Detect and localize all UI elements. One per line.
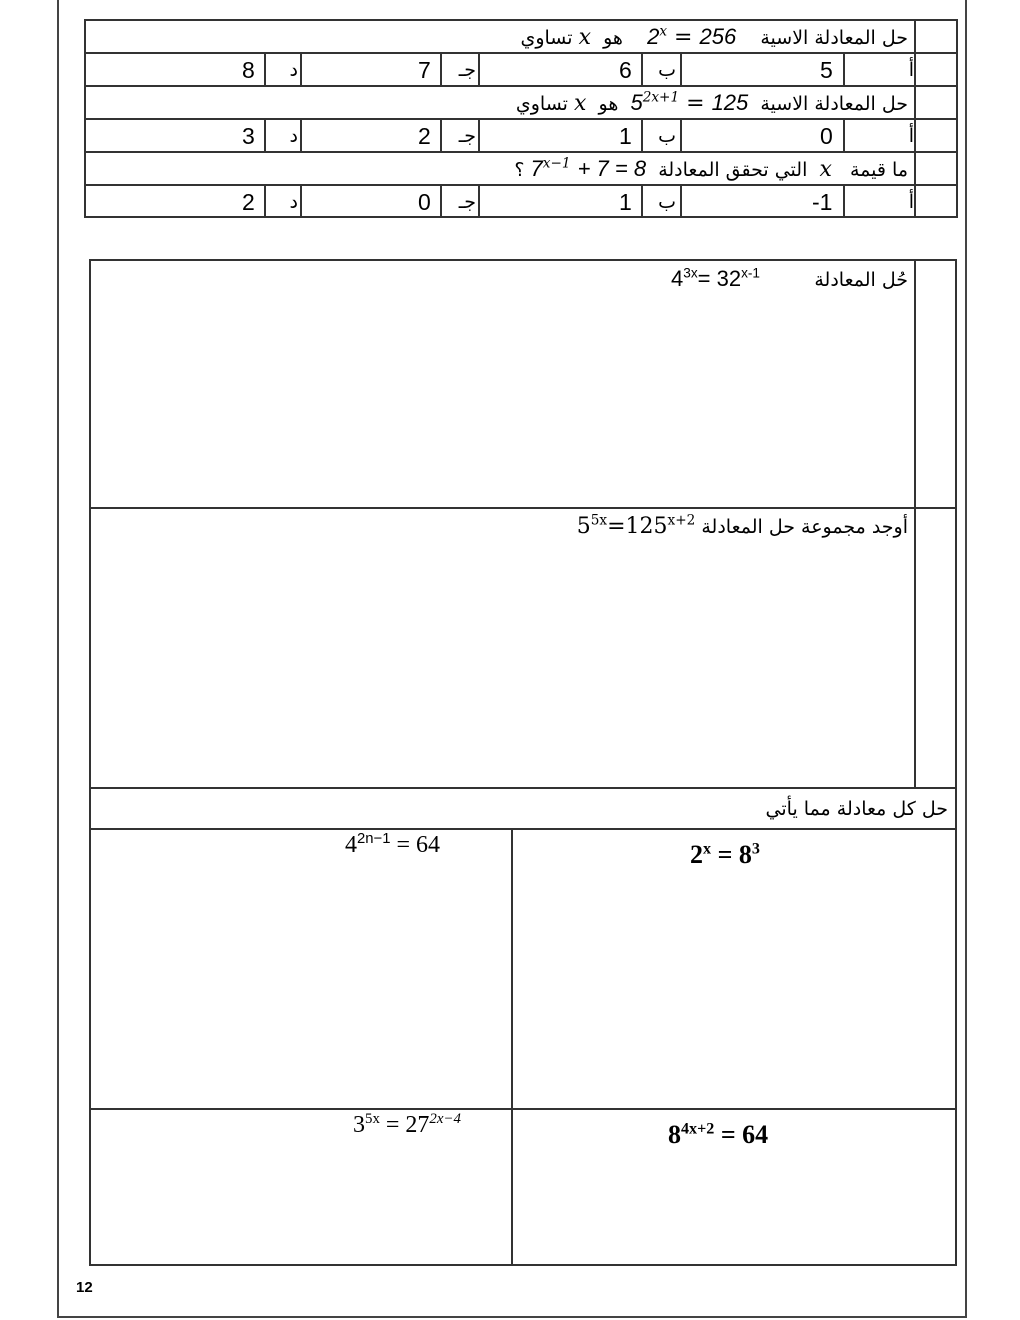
grid-equation-1: $2^x = 8^3$ bbox=[690, 840, 760, 869]
option-value-c: 7 bbox=[418, 56, 431, 83]
grid-heading: حل كل معادلة مما يأتي bbox=[765, 798, 948, 820]
option-value-d: 3 bbox=[242, 122, 255, 149]
grid-equation-2: $4^{2n-1} = 64$ bbox=[345, 831, 441, 858]
open-question-1: حُل المعادلة $4^{3x}= 32^{x-1}$ bbox=[671, 265, 908, 291]
option-label-d: د bbox=[289, 191, 298, 213]
option-value-a: -1 bbox=[812, 188, 833, 215]
option-label-d: د bbox=[289, 59, 298, 81]
option-value-b: 6 bbox=[619, 56, 632, 83]
option-value-d: 8 bbox=[242, 56, 255, 83]
option-label-c: جـ bbox=[458, 59, 476, 81]
option-value-a: 5 bbox=[820, 56, 833, 83]
mcq-question-2: حل المعادلة الاسية $5^{2x+1} = 125$ هو x تساوي bbox=[515, 89, 908, 116]
option-label-b: ب bbox=[658, 191, 676, 213]
page-number: 12 bbox=[76, 1279, 93, 1296]
option-label-a: أ bbox=[908, 59, 914, 81]
option-value-d: 2 bbox=[242, 188, 255, 215]
open-question-2: أوجد مجموعة حل المعادلة $5^{5x}=125^{x+2}$ bbox=[576, 512, 908, 539]
option-label-c: جـ bbox=[458, 191, 476, 213]
grid-equation-3: $8^{4x+2} = 64$ bbox=[668, 1120, 769, 1149]
option-value-a: 0 bbox=[820, 122, 833, 149]
option-value-c: 0 bbox=[418, 188, 431, 215]
option-label-b: ب bbox=[658, 59, 676, 81]
grid-equation-4: $3^{5x} = 27^{2x-4}$ bbox=[353, 1111, 461, 1138]
option-label-a: أ bbox=[908, 125, 914, 147]
option-label-c: جـ bbox=[458, 125, 476, 147]
option-label-d: د bbox=[289, 125, 298, 147]
option-label-a: أ bbox=[908, 191, 914, 213]
mcq-question-3: ما قيمة x التي تحقق المعادلة $7^{x-1} + 7 = 8$ ؟ bbox=[514, 155, 908, 182]
option-value-c: 2 bbox=[418, 122, 431, 149]
option-value-b: 1 bbox=[619, 188, 632, 215]
option-label-b: ب bbox=[658, 125, 676, 147]
option-value-b: 1 bbox=[619, 122, 632, 149]
mcq-question-1: حل المعادلة الاسية $2^x = 256$ هو x تساوي bbox=[520, 23, 908, 50]
